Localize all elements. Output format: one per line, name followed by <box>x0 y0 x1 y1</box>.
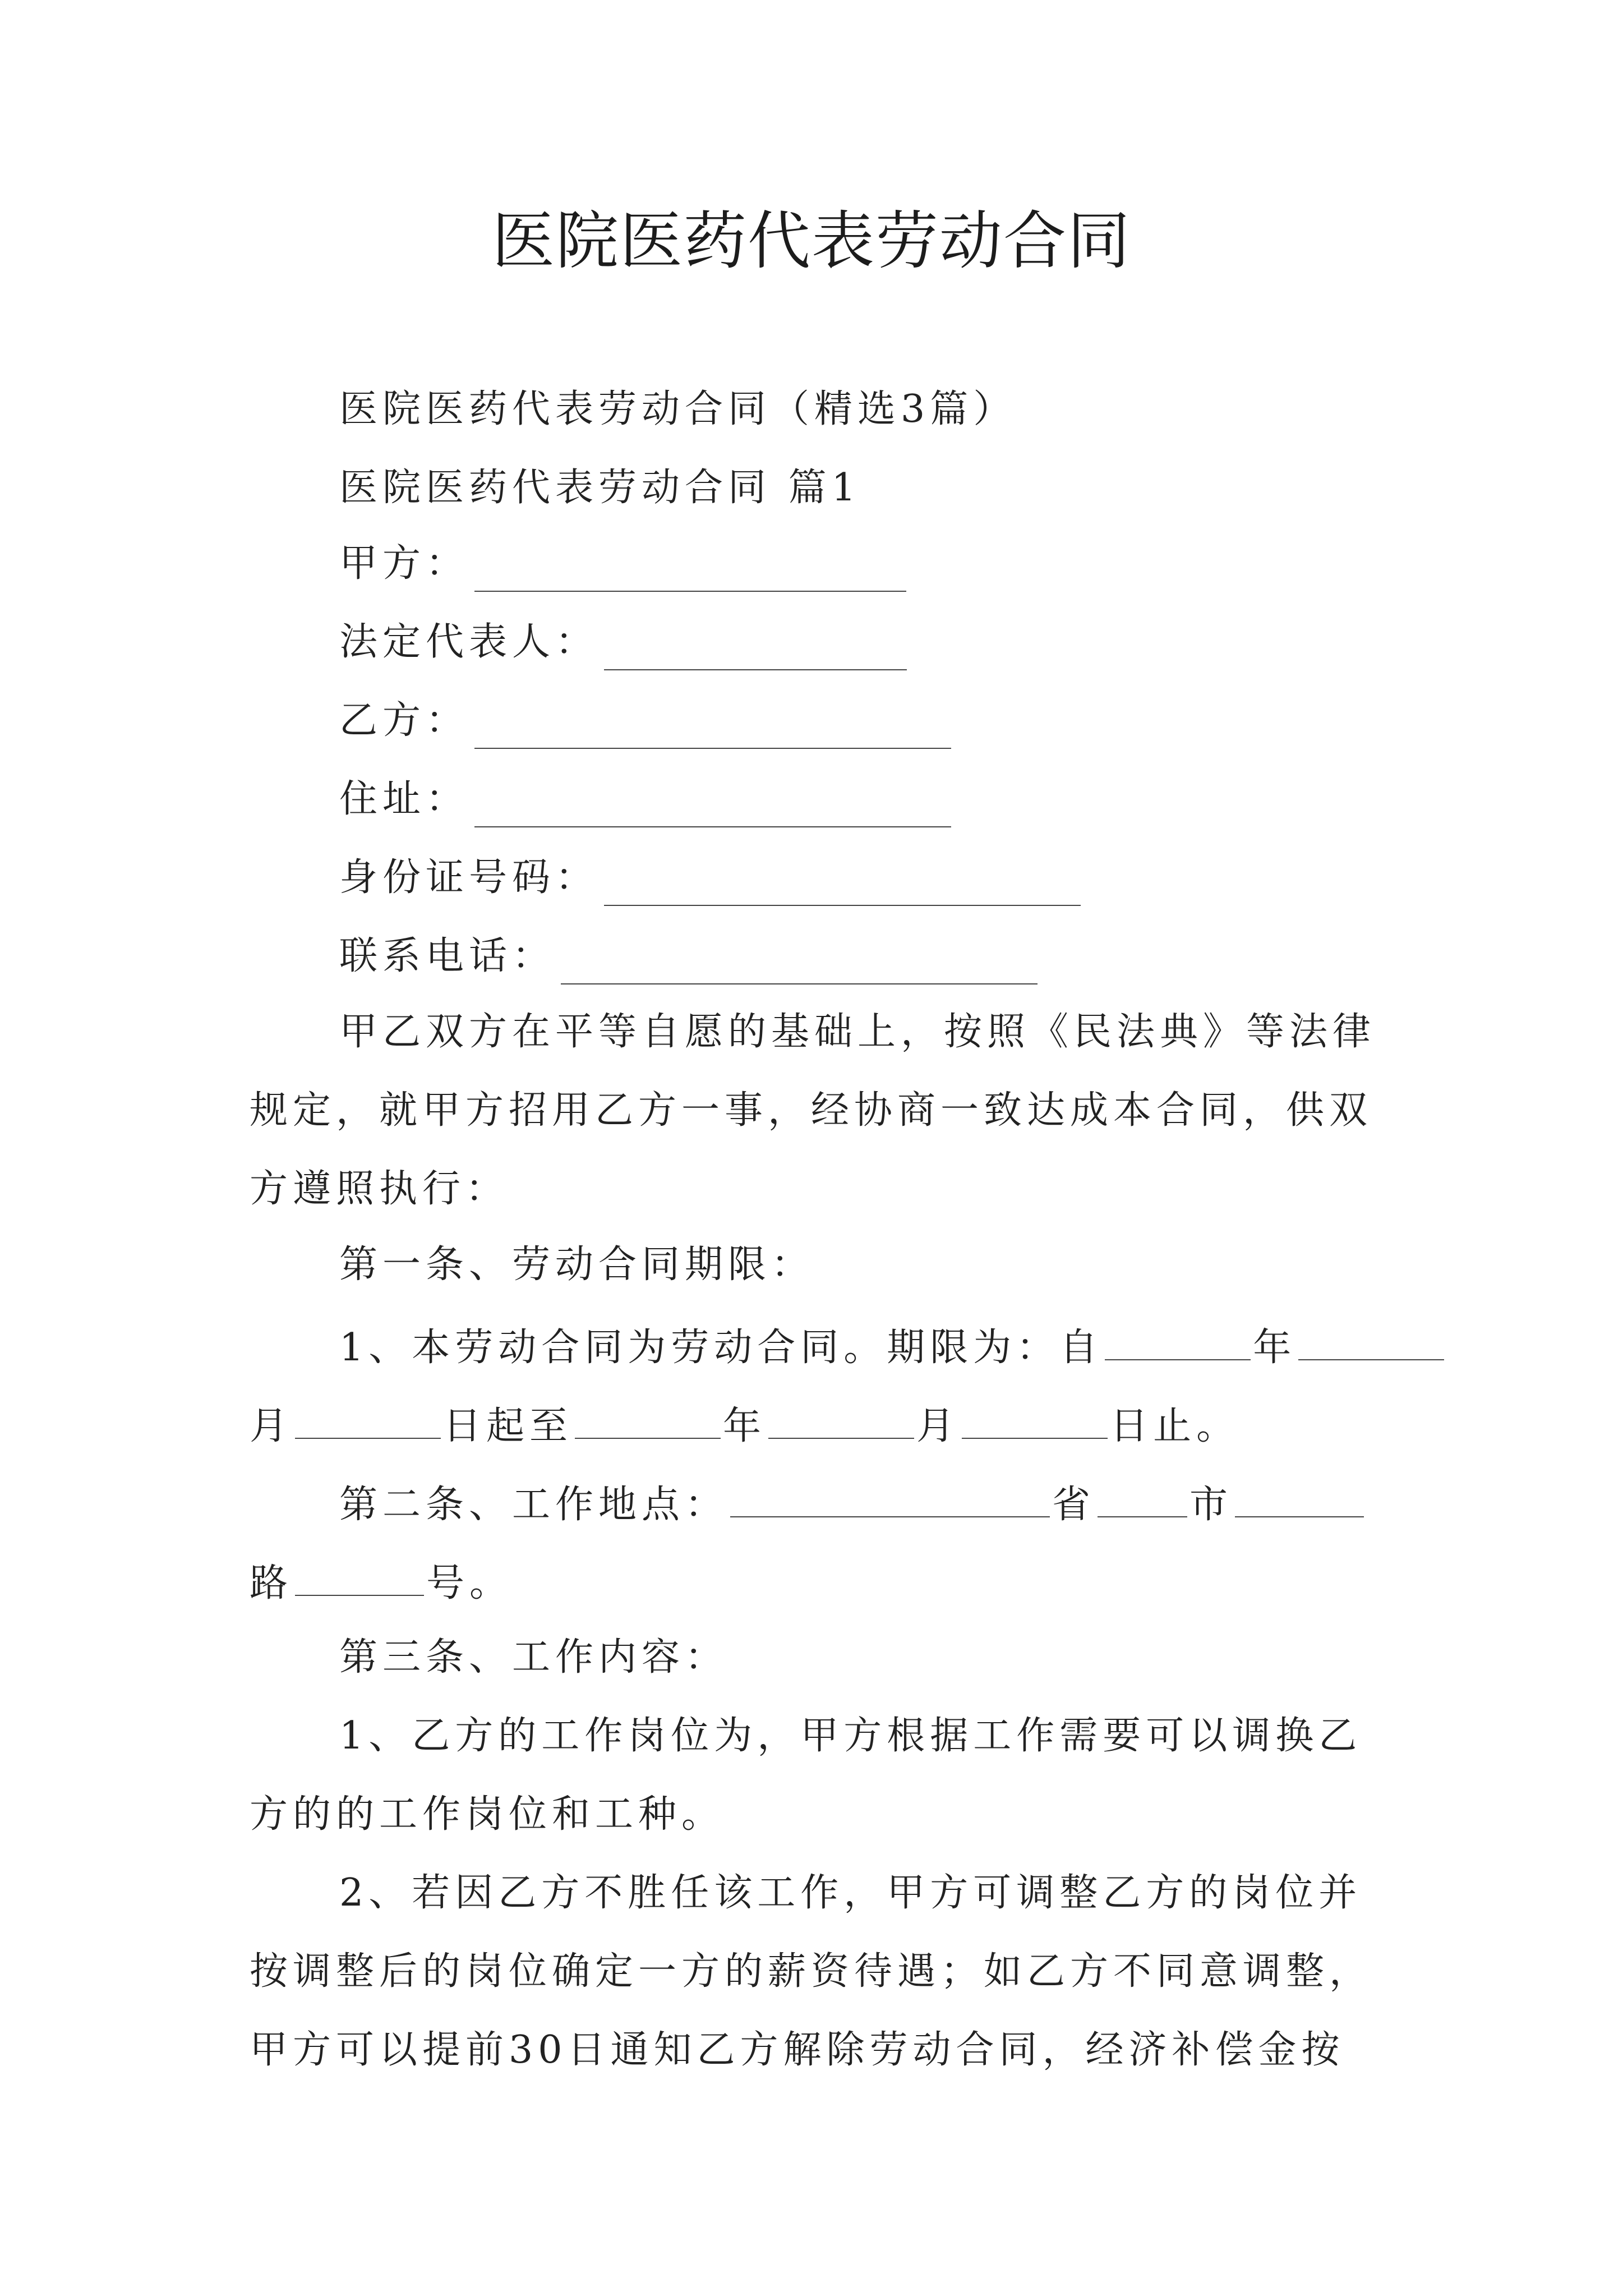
province-blank[interactable] <box>1098 1473 1187 1517</box>
article-3-p2-line-2: 按调整后的岗位确定一方的薪资待遇；如乙方不同意调整， <box>250 1949 1373 1994</box>
legal-rep-field <box>250 614 1478 670</box>
number-label: 号。 <box>426 1561 513 1605</box>
id-number-label: 身份证号码： <box>339 855 599 900</box>
article-1-heading: 第一条、劳动合同期限： <box>339 1243 815 1287</box>
phone-label: 联系电话： <box>339 934 556 978</box>
province-label: 省 <box>1052 1483 1096 1527</box>
start-year-blank[interactable] <box>1105 1315 1251 1360</box>
end-month-blank[interactable] <box>768 1394 914 1439</box>
article-3-p2-line-3: 甲方可以提前30日通知乙方解除劳动合同，经济补偿金按 <box>250 2028 1345 2072</box>
work-location-blank[interactable] <box>730 1473 1050 1517</box>
phone-field <box>250 928 1478 984</box>
end-day-blank[interactable] <box>962 1394 1108 1439</box>
end-month-label: 月 <box>916 1404 960 1448</box>
day-to-label: 日止。 <box>1110 1404 1240 1448</box>
article-3-heading: 第三条、工作内容： <box>339 1635 728 1680</box>
phone-blank[interactable] <box>561 944 1038 984</box>
article-1-term-line-1 <box>250 1315 1388 1376</box>
road-blank[interactable] <box>295 1551 424 1596</box>
article-3-p1-line-2: 方的的工作岗位和工种。 <box>250 1792 725 1837</box>
legal-rep-label: 法定代表人： <box>339 620 599 664</box>
party-b-label: 乙方： <box>339 698 469 743</box>
term-prefix: 1、本劳动合同为劳动合同。期限为：自 <box>339 1326 1103 1370</box>
article-3-p2-line-1: 2、若因乙方不胜任该工作，甲方可调整乙方的岗位并 <box>339 1871 1362 1915</box>
part-heading: 医院医药代表劳动合同 篇1 <box>339 466 861 510</box>
legal-rep-blank[interactable] <box>604 630 907 670</box>
preamble-line-3: 方遵照执行： <box>250 1167 509 1211</box>
party-b-field <box>250 693 1478 749</box>
party-a-field <box>250 536 1478 592</box>
month-label: 月 <box>250 1404 293 1448</box>
day-from-label: 日起至 <box>443 1404 573 1448</box>
start-month-blank[interactable] <box>1298 1315 1444 1360</box>
document-title: 医院医药代表劳动合同 <box>492 205 1131 278</box>
start-day-blank[interactable] <box>295 1394 441 1439</box>
article-2-line-1 <box>250 1473 1388 1533</box>
article-1-term-line-2 <box>250 1394 1388 1455</box>
document-subtitle: 医院医药代表劳动合同（精选3篇） <box>339 387 1017 431</box>
address-label: 住址： <box>339 777 469 821</box>
address-blank[interactable] <box>474 787 951 827</box>
id-number-blank[interactable] <box>604 866 1081 906</box>
address-field <box>250 771 1478 827</box>
preamble-line-1: 甲乙双方在平等自愿的基础上，按照《民法典》等法律 <box>339 1010 1376 1054</box>
article-3-p1-line-1: 1、乙方的工作岗位为，甲方根据工作需要可以调换乙 <box>339 1714 1362 1758</box>
city-blank[interactable] <box>1235 1473 1364 1517</box>
preamble-line-2: 规定，就甲方招用乙方一事，经协商一致达成本合同，供双 <box>250 1088 1373 1133</box>
city-label: 市 <box>1189 1483 1233 1527</box>
article-2-line-2 <box>250 1551 1388 1612</box>
party-a-blank[interactable] <box>474 551 906 592</box>
end-year-blank[interactable] <box>575 1394 721 1439</box>
article-2-prefix: 第二条、工作地点： <box>339 1483 728 1527</box>
end-year-label: 年 <box>723 1404 767 1448</box>
id-number-field <box>250 850 1478 906</box>
party-a-label: 甲方： <box>339 541 469 586</box>
road-label: 路 <box>250 1561 293 1605</box>
year-label: 年 <box>1253 1326 1297 1370</box>
party-b-blank[interactable] <box>474 708 951 749</box>
